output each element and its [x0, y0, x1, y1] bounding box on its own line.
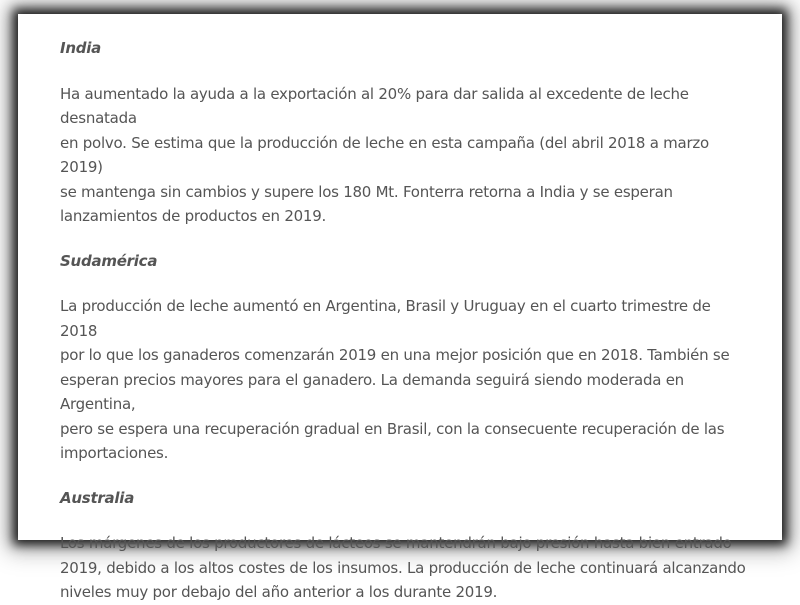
paragraph-line: importaciones.: [60, 444, 169, 462]
paragraph-line: niveles muy por debajo del año anterior a los durante 2019.: [60, 583, 498, 601]
section-heading-india: India: [60, 39, 102, 57]
paragraph-line: La producción de leche aumentó en Argentina, Brasil y Uruguay en el cuarto trimestre de 2018: [60, 297, 711, 340]
paragraph-line: por lo que los ganaderos comenzarán 2019 en una mejor posición que en 2018. También se: [60, 346, 730, 364]
paragraph-line: Los márgenes de los productores de lácteos se mantendrán bajo presión hasta bien entrado: [60, 534, 732, 552]
paragraph-line: Ha aumentado la ayuda a la exportación al 20% para dar salida al excedente de leche desnatada: [60, 84, 689, 127]
paragraph-line: esperan precios mayores para el ganadero. La demanda seguirá siendo moderada en Argentina,: [60, 370, 684, 413]
paragraph-line: pero se espera una recuperación gradual en Brasil, con la consecuente recuperación de las: [60, 419, 725, 438]
paragraph-line: 2019, debido a los altos costes de los insumos. La producción de leche continuará alcanzando: [60, 558, 746, 577]
paragraph-line: lanzamientos de productos en 2019.: [60, 207, 327, 225]
section-paragraph-india: [60, 82, 750, 229]
section-paragraph-australia: [60, 531, 750, 605]
section-heading-australia: Australia: [60, 488, 135, 507]
section-heading-sudamerica: Sudamérica: [60, 251, 158, 270]
document-content: [60, 36, 750, 605]
section-paragraph-sudamerica: [60, 294, 750, 466]
paragraph-line: en polvo. Se estima que la producción de leche en esta campaña (del abril 2018 a marzo 2019): [60, 133, 709, 176]
paragraph-line: se mantenga sin cambios y supere los 180 Mt. Fonterra retorna a India y se esperan: [60, 182, 673, 201]
document-card: [18, 14, 782, 601]
